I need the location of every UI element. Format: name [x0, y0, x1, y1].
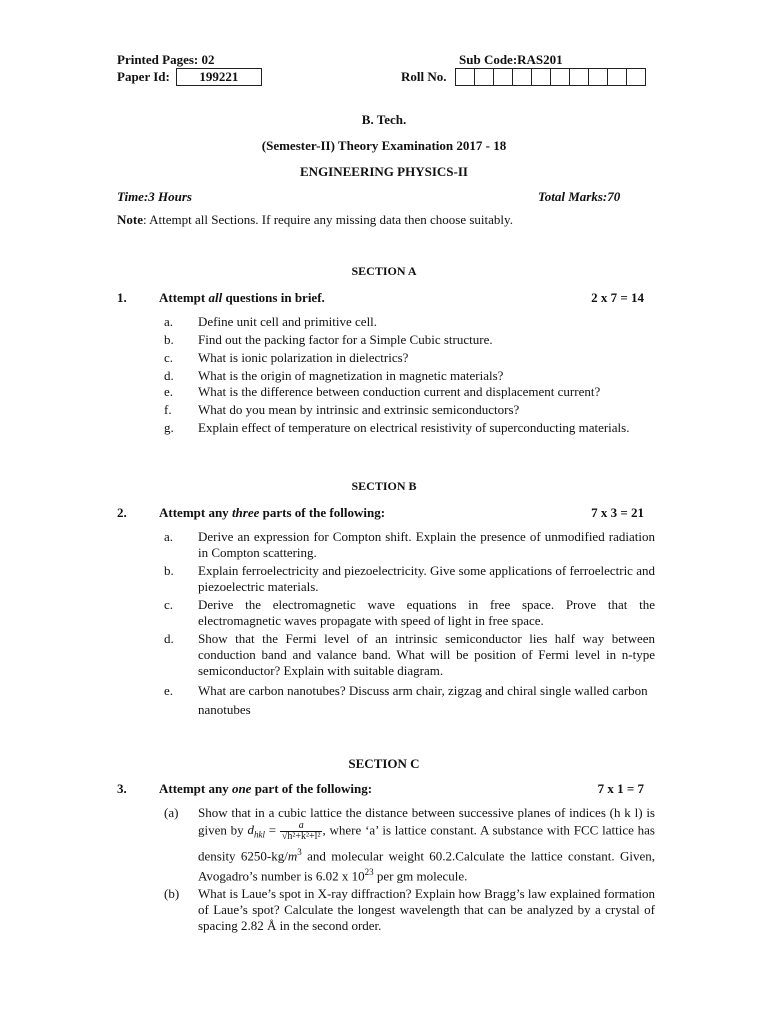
part-letter: e.	[164, 384, 174, 399]
part-letter: a.	[164, 529, 174, 544]
roll-cell	[588, 69, 607, 85]
part-letter: (a)	[164, 805, 179, 820]
part-text: Explain ferroelectricity and piezoelectricity. Give some applications of ferroelectric and piezoelectric materials.	[198, 563, 655, 594]
roll-cell	[493, 69, 512, 85]
question-2-parts	[164, 529, 655, 719]
part-text: What is the origin of magnetization in magnetic materials?	[198, 368, 504, 383]
question-1-parts	[164, 314, 655, 436]
list-item	[164, 384, 655, 400]
roll-cell	[512, 69, 531, 85]
question-2-heading	[117, 505, 644, 521]
question-1-instruction	[117, 290, 325, 306]
paper-id-box: 199221	[176, 68, 262, 86]
list-item	[164, 681, 655, 719]
part-text: What are carbon nanotubes? Discuss arm chair, zigzag and chiral single walled carbon nanotubes	[198, 683, 648, 717]
roll-cell	[626, 69, 645, 85]
list-item	[164, 332, 655, 348]
part-letter: g.	[164, 420, 174, 435]
part-letter: c.	[164, 350, 174, 365]
part-text: Define unit cell and primitive cell.	[198, 314, 378, 329]
sub-code: Sub Code:RAS201	[459, 52, 563, 67]
instruction-emphasis: three	[231, 505, 260, 520]
instruction-pre: Attempt any	[159, 505, 232, 520]
note-label: Note	[117, 212, 143, 227]
list-item	[164, 597, 655, 629]
roll-number-grid	[455, 68, 646, 86]
list-item	[164, 350, 655, 366]
text-run: Show that in a cubic lattice the distance between successive planes of indices (h k l) is given by	[198, 805, 655, 838]
section-a-title: SECTION A	[351, 264, 417, 278]
instruction-emphasis: one	[231, 781, 252, 796]
roll-label: Roll No.	[401, 69, 447, 84]
question-1-heading	[117, 290, 644, 306]
list-item	[164, 314, 655, 330]
instruction-emphasis: all	[208, 290, 223, 305]
part-letter: d.	[164, 631, 174, 646]
list-item	[164, 804, 655, 885]
degree-title: B. Tech.	[361, 112, 407, 127]
part-text: Show that the Fermi level of an intrinsic semiconductor lies half way between conduction band and valance band. What will be position of Fermi level in n-type semiconductor? Explain with suitable diagram.	[198, 631, 655, 678]
question-3-marks: 7 x 1 = 7	[597, 781, 644, 796]
instruction-post: parts of the following:	[259, 505, 386, 520]
formula-lhs: d	[247, 822, 254, 838]
note-text: : Attempt all Sections. If require any missing data then choose suitably.	[143, 212, 513, 227]
part-letter: c.	[164, 597, 174, 612]
list-item	[164, 886, 655, 934]
roll-cell	[569, 69, 588, 85]
subject-title: ENGINEERING PHYSICS-II	[300, 164, 468, 179]
part-text: What is the difference between conduction current and displacement current?	[198, 384, 601, 399]
roll-cell	[607, 69, 626, 85]
part-text: Derive an expression for Compton shift. Explain the presence of unmodified radiation in Compton scattering.	[198, 529, 655, 560]
roll-cell	[456, 69, 474, 85]
instruction-post: questions in brief.	[222, 290, 325, 305]
avogadro-exponent: 23	[364, 867, 374, 878]
list-item	[164, 529, 655, 561]
question-2-marks: 7 x 3 = 21	[591, 505, 644, 520]
list-item	[164, 563, 655, 595]
unit-exponent: 3	[297, 847, 302, 858]
roll-cell	[474, 69, 493, 85]
part-text: What do you mean by intrinsic and extrinsic semiconductors?	[198, 402, 520, 417]
part-letter: e.	[164, 683, 174, 698]
formula-fraction	[280, 821, 323, 842]
exam-title: (Semester-II) Theory Examination 2017 - 18	[261, 138, 507, 153]
part-text: What is Laue’s spot in X-ray diffraction? Explain how Bragg’s law explained formation of Laue’s spot? Calculate the longest wavelength that can be analyzed by a crystal of spacing 2.82 Å in the second order.	[198, 885, 655, 933]
note	[117, 212, 513, 228]
section-c-title: SECTION C	[348, 756, 420, 771]
formula-numerator: a	[280, 821, 323, 832]
part-letter: f.	[164, 402, 172, 417]
part-letter: a.	[164, 314, 174, 329]
question-2-instruction	[117, 505, 385, 521]
part-letter: b.	[164, 563, 174, 578]
question-number: 2.	[117, 505, 127, 520]
unit-base: m	[287, 848, 298, 864]
roll-cell	[531, 69, 550, 85]
part-letter: (b)	[164, 885, 180, 901]
roll-cell	[550, 69, 569, 85]
total-marks: Total Marks:70	[538, 189, 621, 204]
question-3-heading	[117, 781, 644, 797]
time-allowed: Time:3 Hours	[117, 189, 192, 204]
part-text: Explain effect of temperature on electrical resistivity of superconducting materials.	[198, 420, 630, 435]
part-text: Derive the electromagnetic wave equations in free space. Prove that the electromagnetic waves propagate with speed of light in free space.	[198, 597, 655, 628]
question-number: 1.	[117, 290, 127, 305]
question-3-parts	[164, 804, 655, 934]
text-run: per gm molecule.	[373, 868, 468, 884]
list-item	[164, 631, 655, 679]
text-run: , where ‘a’ is lattice constant. A substance with FCC lattice has density 6250-kg/	[198, 822, 655, 864]
paper-id	[117, 68, 262, 86]
instruction-pre: Attempt	[159, 290, 209, 305]
paper-id-label: Paper Id:	[117, 69, 170, 84]
list-item	[164, 420, 655, 436]
part-text: Show that in a cubic lattice the distance between successive planes of indices (h k l) is given by $d_{hkl}$ = $\frac{a}{\text{√h²+k²+l²}}$ , where ‘a’ is lattice constant. A substance with FCC lattice has density $6250-kg/m^3$ and molecular weight 60.2.Calculate the lattice constant. Given, Avogadro’s number is 6.02 x $10^{23}$ per gm molecule.	[198, 805, 656, 884]
section-b-title: SECTION B	[351, 479, 417, 493]
instruction-post: part of the following:	[251, 781, 373, 796]
formula-d	[247, 822, 265, 841]
question-number: 3.	[117, 781, 127, 796]
part-letter: d.	[164, 368, 174, 383]
list-item	[164, 402, 655, 418]
formula-denominator: √h²+k²+l²	[281, 831, 321, 842]
roll-number	[401, 68, 646, 86]
question-1-marks: 2 x 7 = 14	[591, 290, 644, 305]
printed-pages: Printed Pages: 02	[117, 52, 215, 67]
question-3-instruction	[117, 781, 372, 797]
text-run: and molecular weight 60.2.Calculate the lattice constant. Given, Avogadro’s number is 6.02 x 10	[198, 848, 656, 884]
part-text: What is ionic polarization in dielectrics?	[198, 350, 409, 365]
part-text: Find out the packing factor for a Simple Cubic structure.	[198, 332, 493, 347]
list-item	[164, 368, 655, 384]
formula-subscript: hkl	[253, 830, 265, 841]
instruction-pre: Attempt any	[159, 781, 232, 796]
part-letter: b.	[164, 332, 174, 347]
